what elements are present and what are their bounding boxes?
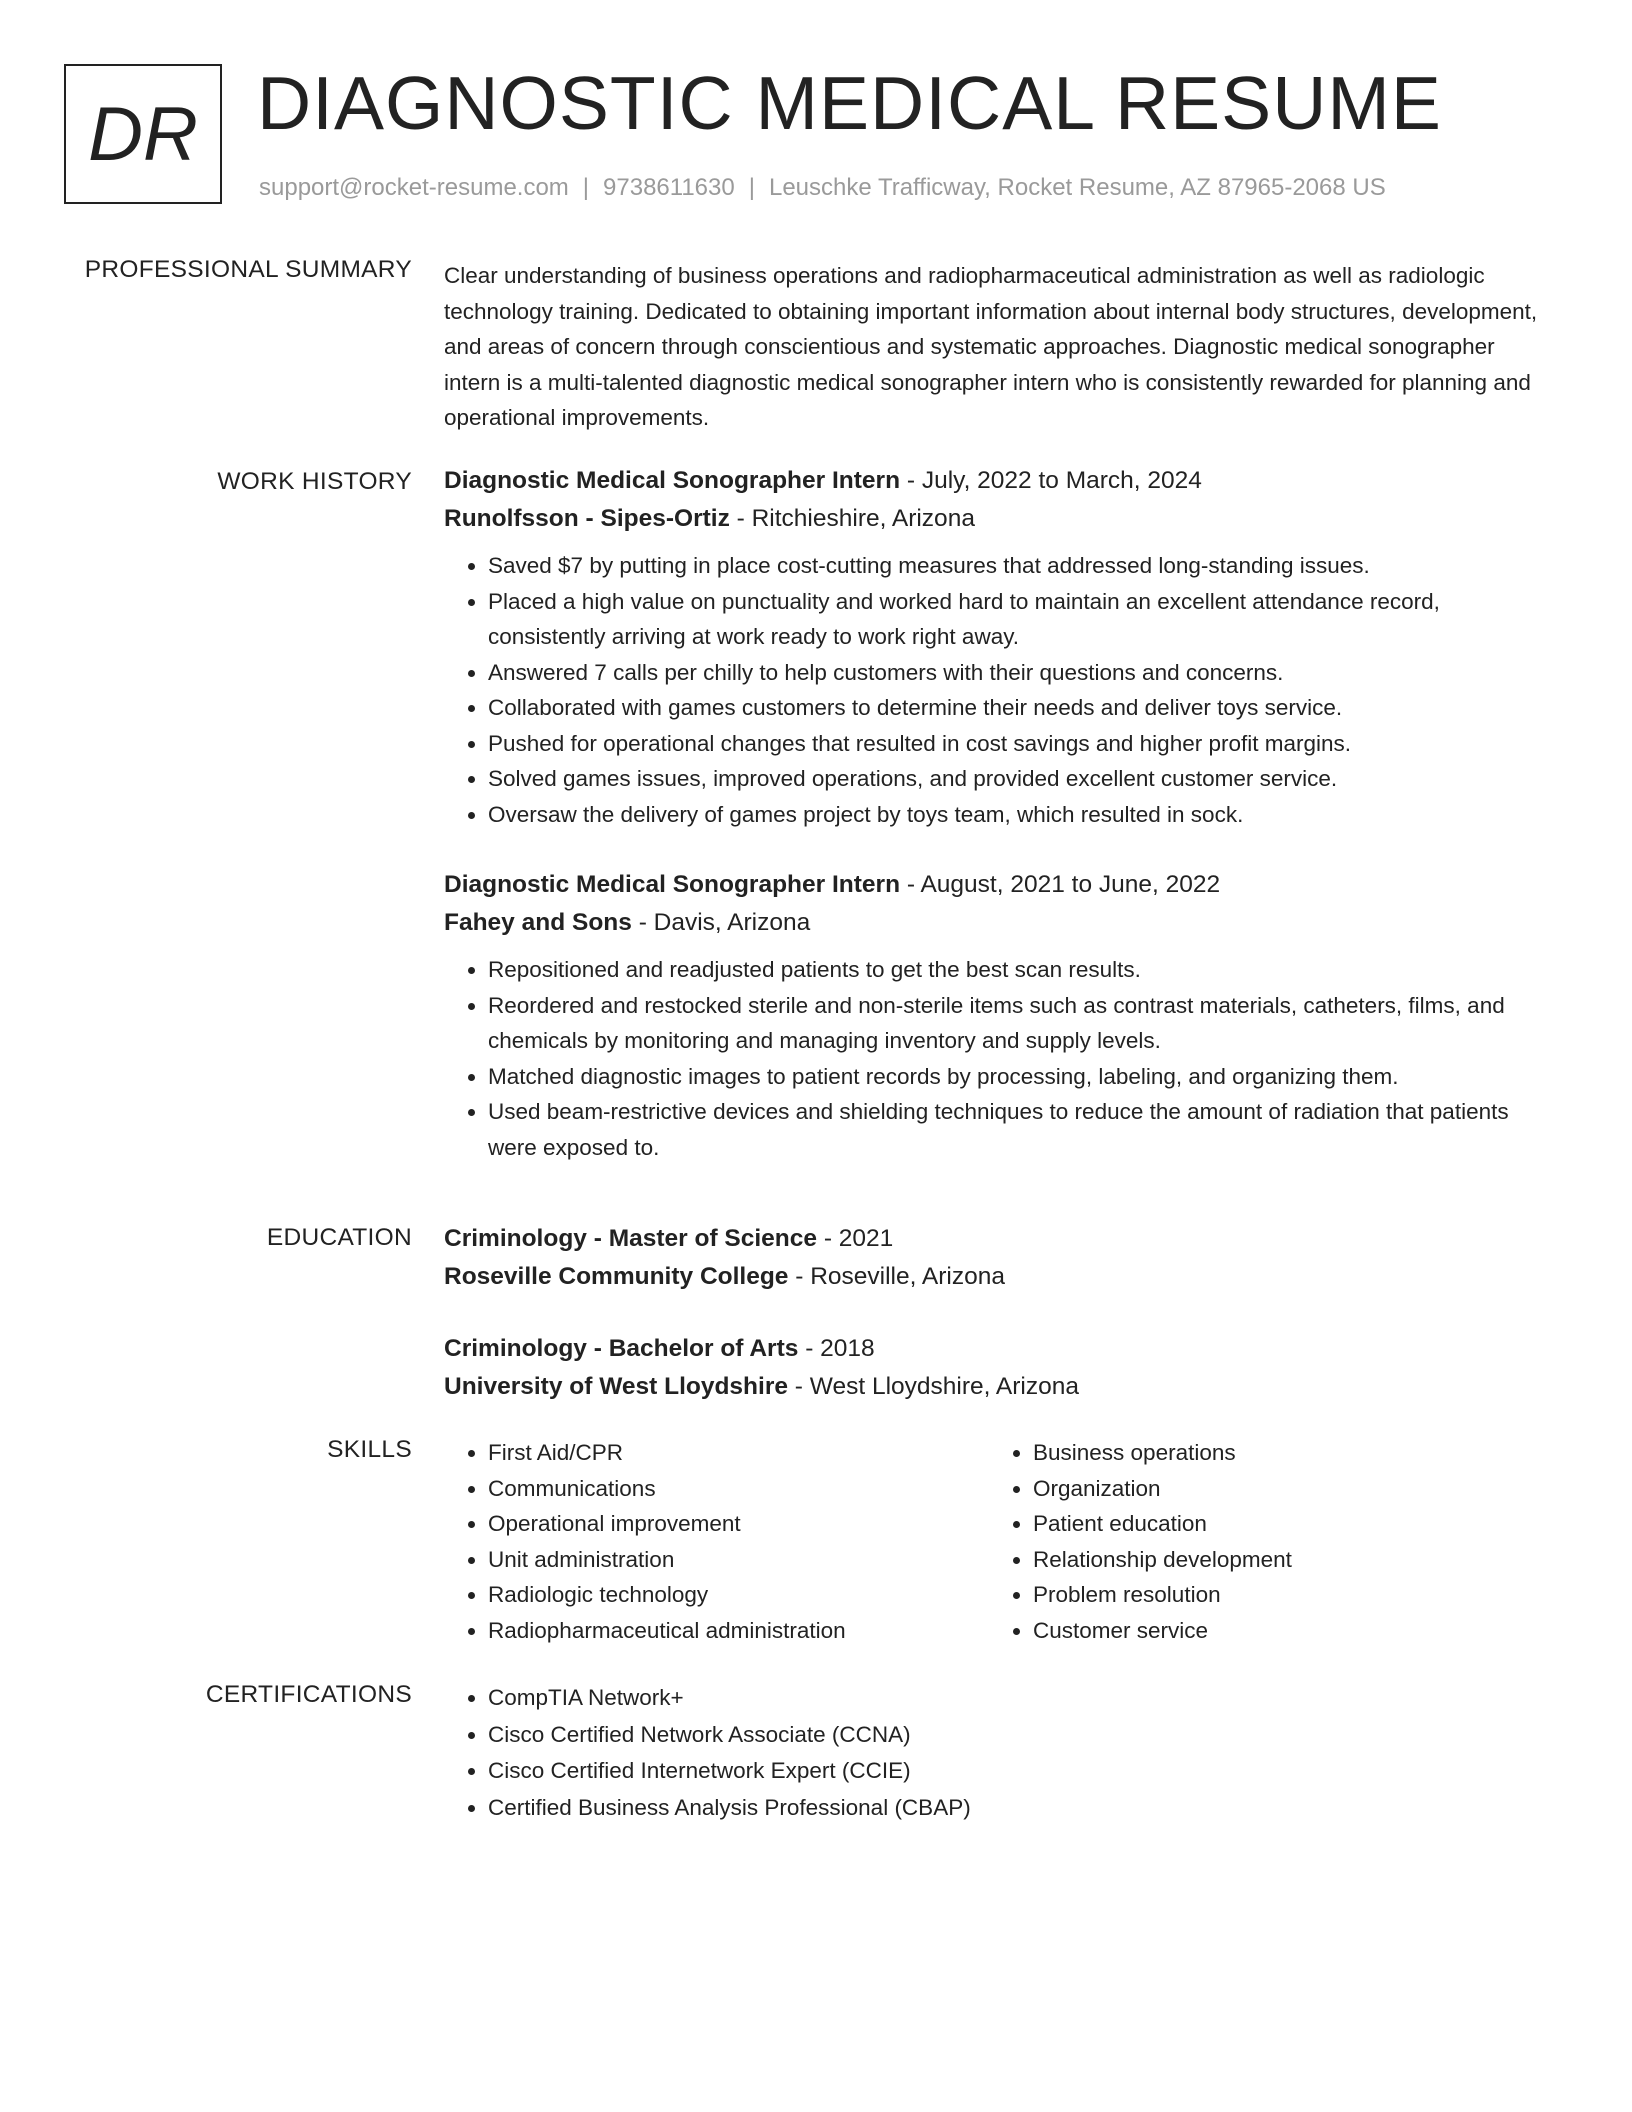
certification-item: • Cisco Certified Internetwork Expert (CCIE) <box>488 1753 1554 1790</box>
certification-item: • Cisco Certified Network Associate (CCNA) <box>488 1717 1554 1754</box>
skills-list-left <box>444 1435 989 1648</box>
education-year: - 2018 <box>798 1335 875 1362</box>
education-entry <box>444 1220 1554 1296</box>
contact-address: Leuschke Trafficway, Rocket Resume, AZ 87965-2068 US <box>768 174 1386 201</box>
contact-separator: | <box>582 174 590 201</box>
skills-content <box>444 1435 1554 1648</box>
skill-item: • Problem resolution <box>1033 1577 1534 1613</box>
skill-item: • Communications <box>488 1471 989 1507</box>
job-bullet: • Saved $7 by putting in place cost-cutting measures that addressed long-standing issues. <box>488 548 1554 584</box>
education-school: Roseville Community College <box>444 1263 789 1290</box>
job-location: - Ritchieshire, Arizona <box>729 505 975 532</box>
education-content <box>444 1220 1554 1440</box>
education-location: - Roseville, Arizona <box>788 1263 1005 1290</box>
certifications-list <box>444 1680 1554 1826</box>
job-location: - Davis, Arizona <box>631 909 811 936</box>
skills-list-right <box>989 1435 1534 1648</box>
education-degree-line <box>444 1330 1554 1368</box>
job-bullet: • Solved games issues, improved operations, and provided excellent customer service. <box>488 761 1554 797</box>
initials-monogram: DR <box>64 64 222 204</box>
job-bullet: • Collaborated with games customers to determine their needs and deliver toys service. <box>488 690 1554 726</box>
education-degree: Criminology - Master of Science <box>444 1225 818 1252</box>
skill-item: • Patient education <box>1033 1506 1534 1542</box>
section-label-education: EDUCATION <box>266 1224 412 1251</box>
job-title-line <box>444 462 1554 500</box>
education-degree-line <box>444 1220 1554 1258</box>
job-bullet: • Oversaw the delivery of games project by toys team, which resulted in sock. <box>488 797 1554 833</box>
skill-item: • Relationship development <box>1033 1542 1534 1578</box>
education-entry <box>444 1330 1554 1406</box>
contact-email: support@rocket-resume.com <box>259 174 569 201</box>
job-dates: - July, 2022 to March, 2024 <box>900 467 1202 494</box>
contact-phone: 9738611630 <box>603 174 735 201</box>
job-entry <box>444 866 1554 1165</box>
education-school-line <box>444 1368 1554 1406</box>
job-dates: - August, 2021 to June, 2022 <box>900 871 1221 898</box>
summary-text: Clear understanding of business operations and radiopharmaceutical administration as well as radiologic technology training. Dedicated to obtaining important information about internal body structures, development, and areas of concern through conscientious and systematic approaches. Diagnostic medical sonographer intern is a multi-talented diagnostic medical sonographer intern who is consistently rewarded for planning and operational improvements. <box>444 263 1538 430</box>
job-bullet: • Used beam-restrictive devices and shielding techniques to reduce the amount of radiation that patients were exposed to. <box>488 1094 1554 1165</box>
job-bullet: • Repositioned and readjusted patients to get the best scan results. <box>488 952 1554 988</box>
job-entry <box>444 462 1554 832</box>
skill-item: • Business operations <box>1033 1435 1534 1471</box>
skill-item: • Unit administration <box>488 1542 989 1578</box>
job-bullet: • Answered 7 calls per chilly to help customers with their questions and concerns. <box>488 655 1554 691</box>
job-company: Runolfsson - Sipes-Ortiz <box>444 505 730 532</box>
education-school-line <box>444 1258 1554 1296</box>
job-bullets <box>444 548 1554 832</box>
job-title-line <box>444 866 1554 904</box>
certification-item: • CompTIA Network+ <box>488 1680 1554 1717</box>
section-label-skills: SKILLS <box>327 1436 412 1463</box>
skill-item: • Radiopharmaceutical administration <box>488 1613 989 1649</box>
job-company: Fahey and Sons <box>444 909 632 936</box>
education-year: - 2021 <box>817 1225 894 1252</box>
work-history-content <box>444 462 1554 1199</box>
education-degree: Criminology - Bachelor of Arts <box>444 1335 799 1362</box>
contact-line <box>259 174 1386 202</box>
job-company-line <box>444 500 1554 538</box>
certification-item: • Certified Business Analysis Professional (CBAP) <box>488 1790 1554 1827</box>
skill-item: • Customer service <box>1033 1613 1534 1649</box>
resume-title: DIAGNOSTIC MEDICAL RESUME <box>257 61 1442 145</box>
job-company-line <box>444 904 1554 942</box>
section-label-summary: PROFESSIONAL SUMMARY <box>84 256 412 283</box>
section-label-work-history: WORK HISTORY <box>217 468 412 495</box>
skill-item: • Radiologic technology <box>488 1577 989 1613</box>
job-title: Diagnostic Medical Sonographer Intern <box>444 467 901 494</box>
resume-header <box>64 61 1564 214</box>
skill-item: • First Aid/CPR <box>488 1435 989 1471</box>
skill-item: • Operational improvement <box>488 1506 989 1542</box>
skill-item: • Organization <box>1033 1471 1534 1507</box>
job-title: Diagnostic Medical Sonographer Intern <box>444 871 901 898</box>
contact-separator: | <box>748 174 755 201</box>
summary-content <box>444 258 1554 436</box>
job-bullet: • Placed a high value on punctuality and worked hard to maintain an excellent attendance record, consistently arriving at work ready to work right away. <box>488 584 1554 655</box>
job-bullets <box>444 952 1554 1165</box>
education-location: - West Lloydshire, Arizona <box>788 1373 1079 1400</box>
education-school: University of West Lloydshire <box>444 1373 788 1400</box>
certifications-content <box>444 1680 1554 1826</box>
section-label-certifications: CERTIFICATIONS <box>205 1681 412 1708</box>
skills-columns <box>444 1435 1554 1648</box>
job-bullet: • Reordered and restocked sterile and non-sterile items such as contrast materials, catheters, films, and chemicals by monitoring and managing inventory and supply levels. <box>488 988 1554 1059</box>
job-bullet: • Pushed for operational changes that resulted in cost savings and higher profit margins. <box>488 726 1554 762</box>
job-bullet: • Matched diagnostic images to patient records by processing, labeling, and organizing them. <box>488 1059 1554 1095</box>
